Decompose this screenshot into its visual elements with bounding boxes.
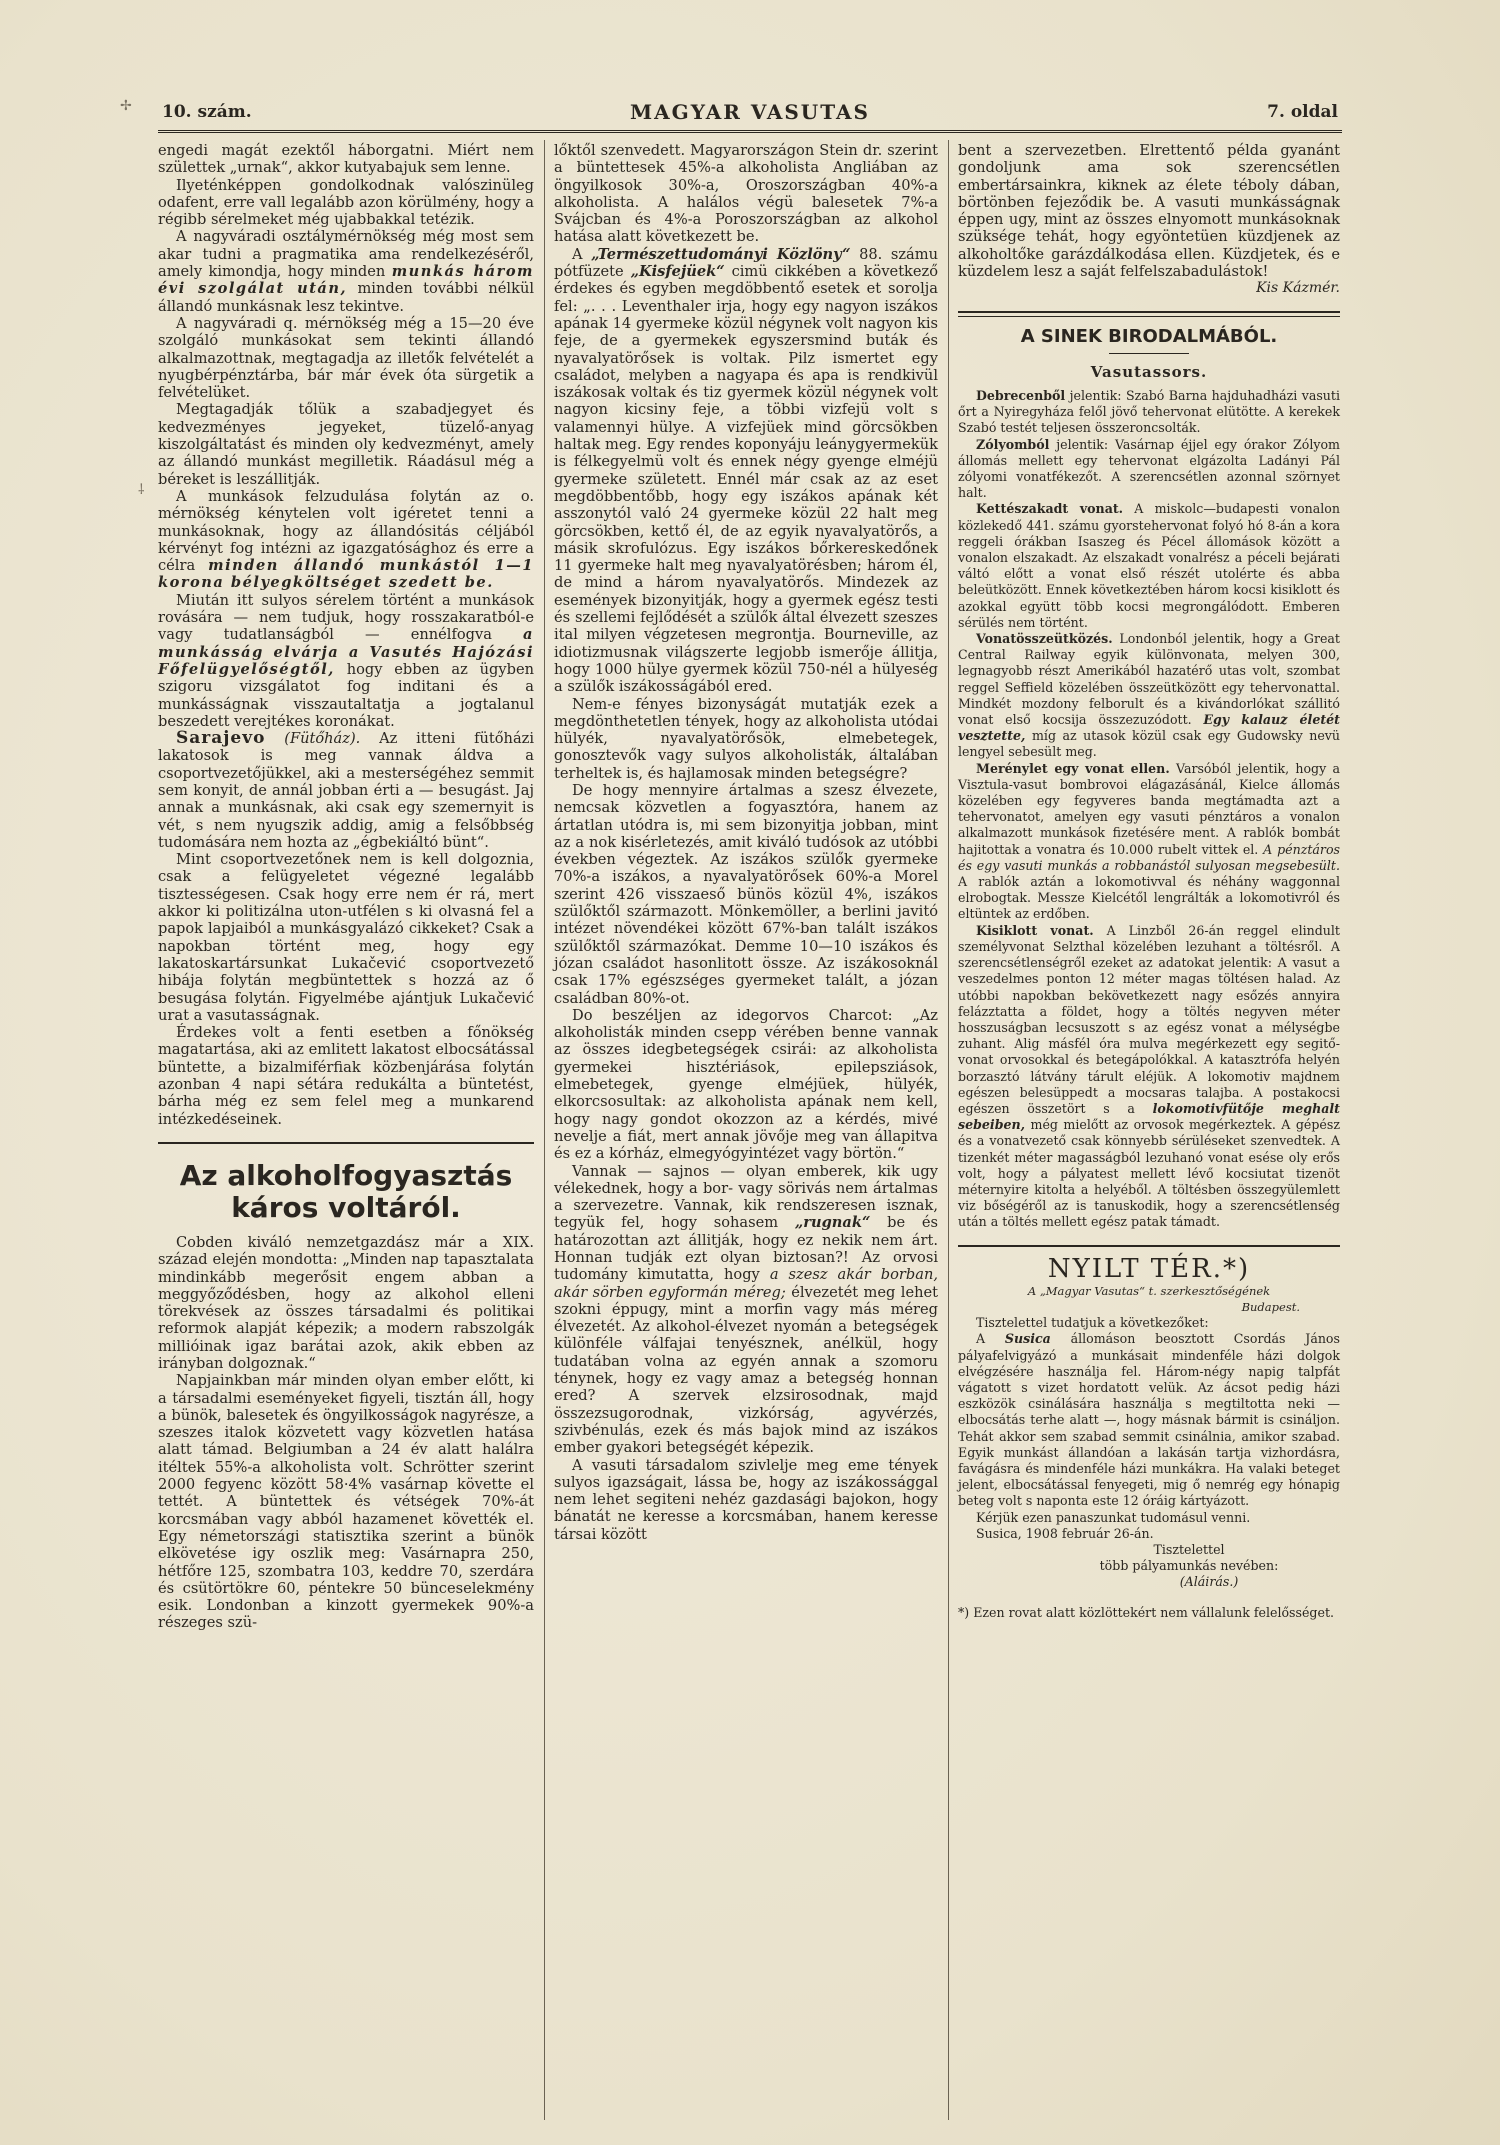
news-item: Zólyomból jelentik: Vasárnap éjjel egy órakor Zólyom állomás mellett egy tehervonat elgázolta Ladányi Pál zólyomi vonatfékezőt. A szerencsétlen azonnal szörnyet halt. (958, 436, 1340, 501)
emphasis: a szesz akár borban, akár sörben egyformán méreg; (554, 1266, 938, 1301)
newspaper-title: MAGYAR VASUTAS (630, 100, 870, 124)
paragraph: A vasuti társadalom szivlelje meg eme tények sulyos igazságait, lássa be, hogy az iszákossággal nem lehet segiteni nehéz gazdasági bajokon, hogy bánatát ne keresse a korcsmában, hanem keresse társai között (554, 1456, 938, 1543)
emphasis: „Természettudományi Közlöny“ (591, 245, 851, 263)
paragraph: Érdekes volt a fenti esetben a főnökség magatartása, aki az emlitett lakatost elbocsátással büntette, a bizalmiférfiak közbenjárása folytán azonban 4 napi sétára redukálta a büntetést, bárha még ez sem felel meg a munkarend intézkedéseinek. (158, 1024, 534, 1128)
column-1 (158, 142, 534, 1632)
page-header (150, 98, 1350, 128)
paragraph: Napjainkban már minden olyan ember előtt, ki a társadalmi eseményeket figyeli, tisztán áll, hogy a bünök, balesetek és öngyilkosságok nagyrésze, a szeszes italok közvetett vagy közvetlen hatása alatt támad. Belgiumban a 24 év alatt halálra itéltek 55%-a alkoholista volt. Schrötter szerint 2000 fegyenc között 58·4% vasárnap követte el tettét. A büntettek és vétségek 70%-át korcsmában vagy abból hazamenet követték el. Egy németországi statisztika szerint a bünök elkövetése igy oszlik meg: Vasárnapra 250, hétfőre 125, szombatra 103, keddre 70, szerdára és csütörtökre 60, péntekre 50 bünceselekmény esik. Londonban a kinzott gyermekek 90%-a részeges szü- (158, 1372, 534, 1632)
author-signature: Kis Kázmér. (1256, 280, 1340, 297)
paragraph: A munkások felzudulása folytán az o. mérnökség kénytelen volt igéretet tenni a munkásoknak, hogy az állandósitás céljából kérvényt fog intézni az igazgatósághoz és erre a célra minden állandó munkástól 1—1 korona bélyegköltséget szedett be. (158, 487, 535, 592)
section-rule (158, 1142, 534, 1144)
news-item: Kisiklott vonat. A Linzből 26-án reggel elindult személyvonat Selzthal közelében lezuhant a töltésről. A szerencsétlenségről ezeket az adatokat jelentik: A vasut a veszedelmes ponton 12 méter magas töltésen halad. Az utóbbi napokban bekövetkezett nagy esőzés annyira felázztatta a földet, hogy a töltés negyven méter hosszuságban lecsuszott s az egész vonat a mélységbe zuhant. Alig másfél óra mulva megérkezett egy segitő-vonat orvosokkal és betegápolókkal. A katasztrófa helyén borzasztó látvány tárult eléjük. A lokomotiv majdnem egészen belesüppedt a mocsaras talajba. A postakocsi egészen összetört s a lokomotivfütője meghalt sebeiben, még mielőtt az orvosok megérkeztek. A gépész és a vonatvezető csak könnyebb sérüléseket szenvedtek. A tizenkét méter magasságból lezuhanó vonat esése oly erős volt, hogy a pályatest mellett lévő kocsiutat tizenöt méternyire kitolta a helyéből. A töltésben összegyülemlett viz bőségéről az is tanuskodik, hogy a szerencsétlenség után a töltés mellett egész patak támadt. (958, 922, 1340, 1230)
section-headline: A SINEK BIRODALMÁBÓL. (1020, 325, 1278, 347)
paragraph: Ilyeténképpen gondolkodnak valószinüleg odafent, erre vall legalább azon körülmény, hogy a régibb sérelmeket még ujabbakkal tetézik. (158, 176, 534, 229)
paragraph: Cobden kiváló nemzetgazdász már a XIX. század elején mondotta: „Minden nap tapasztalata mindinkább megerősit engem abban a meggyőződésben, hogy az alkohol elleni törekvések az összes társadalmi és politikai reformok alapját képezik; a modern rabszolgák millióinak igaz barátai azok, akik ebben az irányban dolgoznak.“ (158, 1233, 534, 1372)
emphasis: a munkásság elvárja a Vasutés Hajózási Főfelügyelőségtől, (158, 626, 534, 678)
paragraph: A nagyváradi q. mérnökség még a 15—20 éve szolgáló munkásokat sem tekinti állandó alkalmazottnak, megtagadja az illetők felvételét a nyugbérpénztárba, bár már évek óta sürgetik a felvételüket. (158, 314, 534, 402)
paragraph: Do beszéljen az idegorvos Charcot: „Az alkoholisták minden csepp vérében benne vannak az összes idegbetegségek csirái: az alkoholista gyermekei hisztériások, epilepsziások, elmebetegek, gyenge elméjüek, hülyék, elkorcsosultak: az alkoholista apának nem kell, hogy nagy gondot okozzon az a kérdés, mivé nevelje a fiát, mert annak jövője meg van állapitva és ez a kórház, elmegyógyintézet vagy börtön.“ (554, 1006, 938, 1163)
margin-mark: ⸸ (138, 482, 145, 498)
news-item: Debrecenből jelentik: Szabó Barna hajduhadházi vasuti őrt a Nyiregyháza felől jövő tehervonat elütötte. A kerekek Szabó testét teljesen összeroncsolták. (958, 387, 1340, 436)
column-divider (544, 140, 545, 2120)
paragraph: Vannak — sajnos — olyan emberek, kik ugy vélekednek, hogy a bor- vagy sörivás nem ártalmas a szervezetre. Vannak, kik rendszeresen isznak, tegyük fel, hogy sohasem „rugnak“ be és határozottan azt állitják, hogy ez nekik nem árt. Honnan tudják ezt olyan biztosan?! Az orvosi tudomány kimutatta, hogy a szesz akár borban, akár sörben egyformán méreg; élvezetét meg lehet szokni éppugy, mint a morfin vagy más méreg élvezetét. Az alkohol-élvezet nyomán a betegségek különféle válfajai tenyésznek, anélkül, hogy tudatában volna az egyén annak a szomoru ténynek, hogy ez vagy amaz a betegség honnan ered? A szervek elzsirosodnak, majd összezsugorodnak, vizkórság, agyvérzés, szivbénulás, ezek és más bajok mind az iszákos ember gyakori betegségét képezik. (554, 1162, 939, 1457)
paragraph: bent a szervezetben. Elrettentő példa gyanánt gondoljunk ama sok szerencsétlen embertársainkra, kiknek az élete téboly dában, börtönben fejeződik be. A vasuti munkásságnak éppen ugy, mint az összes elnyomott munkásoknak szüksége tehát, hogy egyöntetüen küzdjenek az alkoholtőke garázdálkodása ellen. Küzdjetek, és e küzdelem lesz a saját felfelszabadulástok! (958, 142, 1340, 281)
header-rule (158, 130, 1342, 133)
short-rule (1109, 353, 1189, 354)
emphasis: munkás három évi szolgálat után, (158, 263, 534, 298)
column-3 (958, 142, 1340, 1621)
column-2 (554, 142, 938, 1543)
letter-line: Tisztelettel tudatjuk a következőket: (976, 1315, 1209, 1331)
letter-closing: Tisztelettel (1153, 1542, 1225, 1557)
news-item: Kettészakadt vonat. A miskolc—budapesti vonalon közlekedő 441. számu gyorstehervonat folyó hó 8-án a kora reggeli órákban Isaszeg és Pécel állomások között a vonalon elszakadt. Az elszakadt vonalrész a péceli bejárati váltó előtt a vonat első részét utolérte és abba beleütközött. Ennek következtében három kocsi kisiklott és azokkal együtt több kocsi megrongálódott. Emberen sérülés nem történt. (958, 501, 1340, 630)
section-rule (958, 311, 1340, 313)
issue-number: 10. szám. (162, 102, 252, 122)
paragraph: Sarajevo (Fütőház). Az itteni fütőházi lakatosok is meg vannak áldva a csoportvezetőjükkel, aki a mesterségéhez semmit sem konyit, de annál jobban érti a — besugást. Jaj annak a munkásnak, aki csak egy szemernyit is vét, s nem nyugszik addig, amig a felsőbbség tudomására nem hozta az „égbekiáltó bünt“. (158, 728, 534, 851)
dateline: Sarajevo (176, 728, 266, 749)
addressee: A „Magyar Vasutas“ t. szerkesztőségének (1027, 1283, 1271, 1298)
paragraph: engedi magát ezektől háborgatni. Miért nem születtek „urnak“, akkor kutyabajuk sem lenne. (158, 142, 534, 177)
section-rule (958, 1245, 1340, 1247)
section-rule (958, 316, 1340, 317)
article-headline: Az alkoholfogyasztás káros voltáról. (179, 1158, 513, 1224)
paragraph: lőktől szenvedett. Magyarországon Stein dr. szerint a büntettesek 45%-a alkoholista Angliában az öngyilkosok 30%-a, Oroszországban 40%-a alkoholista. A halálos végü balesetek 7%-a Svájcban és 4%-a Poroszországban az alkohol hatása alatt következett be. (554, 142, 938, 246)
paragraph: Mint csoportvezetőnek nem is kell dolgoznia, csak a felügyeletet végezné legalább tisztességesen. Csak hogy erre nem ér rá, mert akkor ki politizálna uton-utfélen s ki olvasná fel a papok lapjaiból a munkásgyalázó cikkeket? Csak a napokban történt meg, hogy egy lakatoskartársunkat Lukačević csoportvezető hibája folytán megbüntettek s hozzá az ő besugása folytán. Figyelmébe ajántjuk Lukačević urat a vasutasságnak. (158, 851, 534, 1024)
addressee-city: Budapest. (1241, 1299, 1300, 1314)
paragraph: Megtagadják tőlük a szabadjegyet és kedvezményes jegyeket, tüzelő-anyag kiszolgáltatást és minden oly kedvezményt, amely az állandó munkást megilletik. Ráadásul még a béreket is leszállitják. (158, 401, 534, 488)
footnote: *) Ezen rovat alatt közlöttekért nem vállalunk felelősséget. (958, 1604, 1335, 1620)
letter-line: Kérjük ezen panaszunkat tudomásul venni. (976, 1509, 1251, 1525)
news-item: Merénylet egy vonat ellen. Varsóból jelentik, hogy a Visztula-vasut bombrovoi elágazásánál, Kielce állomás közelében egy fegyveres banda megtámadta azt a tehervonatot, amelyen egy vasuti pénztáros a vonalon alkalmazott munkások fizetésére ment. A rablók bombát hajitottak a vonatra és 10.000 rubelt vittek el. A pénztáros és egy vasuti munkás a robbanástól sulyosan megsebesült. A rablók aztán a lokomotivval és néhány waggonnal elrobogtak. Messze Kielcétől lengrálták a lokomotivról és eltüntek az erdőben. (958, 760, 1340, 922)
subsection-title: Vasutassors. (1090, 362, 1208, 381)
emphasis: „Kisfejüek“ (630, 263, 725, 281)
margin-mark: ✢ (120, 98, 132, 114)
paragraph: A „Természettudományi Közlöny“ 88. számu pótfüzete „Kisfejüek“ cimü cikkében a következő érdekes és egyben megdöbbentő esetek et sorolja fel: „. . . Leventhaler irja, hogy egy nagyon iszákos apának 14 gyermeke közül négynek volt nagyon kis feje, de a gyermekek egyszersmind buták és nyavalyatörősek is voltak. Pilz ismertet egy családot, melyben a nagyapa és apa is rendkivül iszákosak voltak és tiz gyermek közül négynek volt nagyon kicsiny feje, a többi vizfejü volt s valamennyi hülye. A vizfejüek mind görcsökben haltak meg. Egy rendes koponyáju leánygyermekük is félkegyelmü volt és ennek négy gyenge elméjü gyermeke született. Ennél már csak az az eset megdöbbentőbb, hogy egy iszákos apának két asszonytól való 24 gyermeke közül 22 halt meg görcsökben, kettő él, de az egyik nyavalyatörős, a másik skrofulózus. Egy iszákos bőrkereskedőnek 11 gyermeke halt meg nyavalyatörésben; három él, de mind a három nyavalyatörős. Mindezek az események bizonyitják, hogy a gyermek egész testi és szellemi fejlődését a szülők által élvezett szeszes ital milyen végzetesen megrontja. Bourneville, az idiotizmusnak világszerte legjobb ismerője állitja, hogy 1000 hülye gyermek közül 750-nél a hülyeség a szülők iszákosságából ered. (554, 245, 939, 696)
letter-line: Susica, 1908 február 26-án. (976, 1525, 1154, 1541)
letter-body: A Susica állomáson beosztott Csordás János pályafelvigyázó a munkásait mindenféle házi dolgok elvégzésére használja fel. Három-négy napig talpfát vágatott s vizet hordatott velük. Az ácsot pedig házi eszközök csinálására használja s megtiltotta neki — elbocsátás terhe alatt —, hogy másnak bármit is csináljon. Tehát akkor sem szabad semmit csinálnia, amikor szabad. Egyik munkást állandóan a lakásán tartja vizhordásra, favágásra és mindenféle házi munkákra. Ha valaki beteget jelent, elbocsátással fenyegeti, mig ő nemrég egy hónapig beteg volt s naponta este 12 óráig kártyázott. (958, 1331, 1340, 1509)
paragraph: A nagyváradi osztálymérnökség még most sem akar tudni a pragmatika ama rendelkezéséről, amely kimondja, hogy minden munkás három évi szolgálat után, minden további nélkül állandó munkásnak lesz tekintve. (158, 228, 535, 315)
page-number: 7. oldal (1267, 102, 1338, 122)
paragraph: Nem-e fényes bizonyságát mutatják ezek a megdönthetetlen tények, hogy az alkoholista utódai hülyék, nyavalyatörősök, elmebetegek, gonosztevők vagy sulyos alkoholisták, általában terheltek is, és hajlamosak minden betegségre? (554, 695, 938, 782)
emphasis: minden állandó munkástól 1—1 korona bélyegköltséget szedett be. (158, 557, 535, 592)
section-headline: NYILT TÉR.*) (1047, 1253, 1251, 1284)
paragraph: De hogy mennyire ártalmas a szesz élvezete, nemcsak közvetlen a fogyasztóra, hanem az ártatlan utódra is, mi sem bizonyitja jobban, mint az a nok kisérletezés, amit kiváló tudósok az utóbbi években végeztek. Az iszákos szülők gyermeke 70%-a iszákos, a nyavalyatörősek 60%-a Morel szerint 426 visszaeső bünös közül 4%, iszákos szülőktől származott. Mönkemöller, a berlini javitó intézet növendékei között 67%-ban talált iszákos szülőktől származókat. Demme 10—10 iszákos és józan családot hasonlitott össze. Az iszákosoknál csak 17% egészséges gyermeket talált, a józan családban 80%-ot. (554, 781, 938, 1007)
news-item: Vonatösszeütközés. Londonból jelentik, hogy a Great Central Railway egyik különvonata, melyen 300, legnagyobb részt Amerikából hazatérő utas volt, szombat reggel Seffield közelében összeütközött egy tehervonattal. Mindkét mozdony felborult és a kivándorlókat szállitó vonat első kocsija összezuzódott. Egy kalauz életét vesztette, míg az utasok közül csak egy Gudowsky nevü lengyel sebesült meg. (958, 631, 1340, 760)
column-divider (948, 140, 949, 2120)
letter-closing: több pályamunkás nevében: (1099, 1558, 1279, 1574)
emphasis: „rugnak“ (794, 1214, 871, 1232)
paragraph: Miután itt sulyos sérelem történt a munkások rovására — nem tudjuk, hogy rosszakaratból-e vagy tudatlanságból — ennélfogva a munkásság elvárja a Vasutés Hajózási Főfelügyelőségtől, hogy ebben az ügyben szigoru vizsgálatot fog inditani és a munkásságnak visszautaltatja a jogtalanul beszedett verejtékes koronákat. (158, 591, 534, 730)
letter-signature: (Aláirás.) (1179, 1574, 1239, 1590)
